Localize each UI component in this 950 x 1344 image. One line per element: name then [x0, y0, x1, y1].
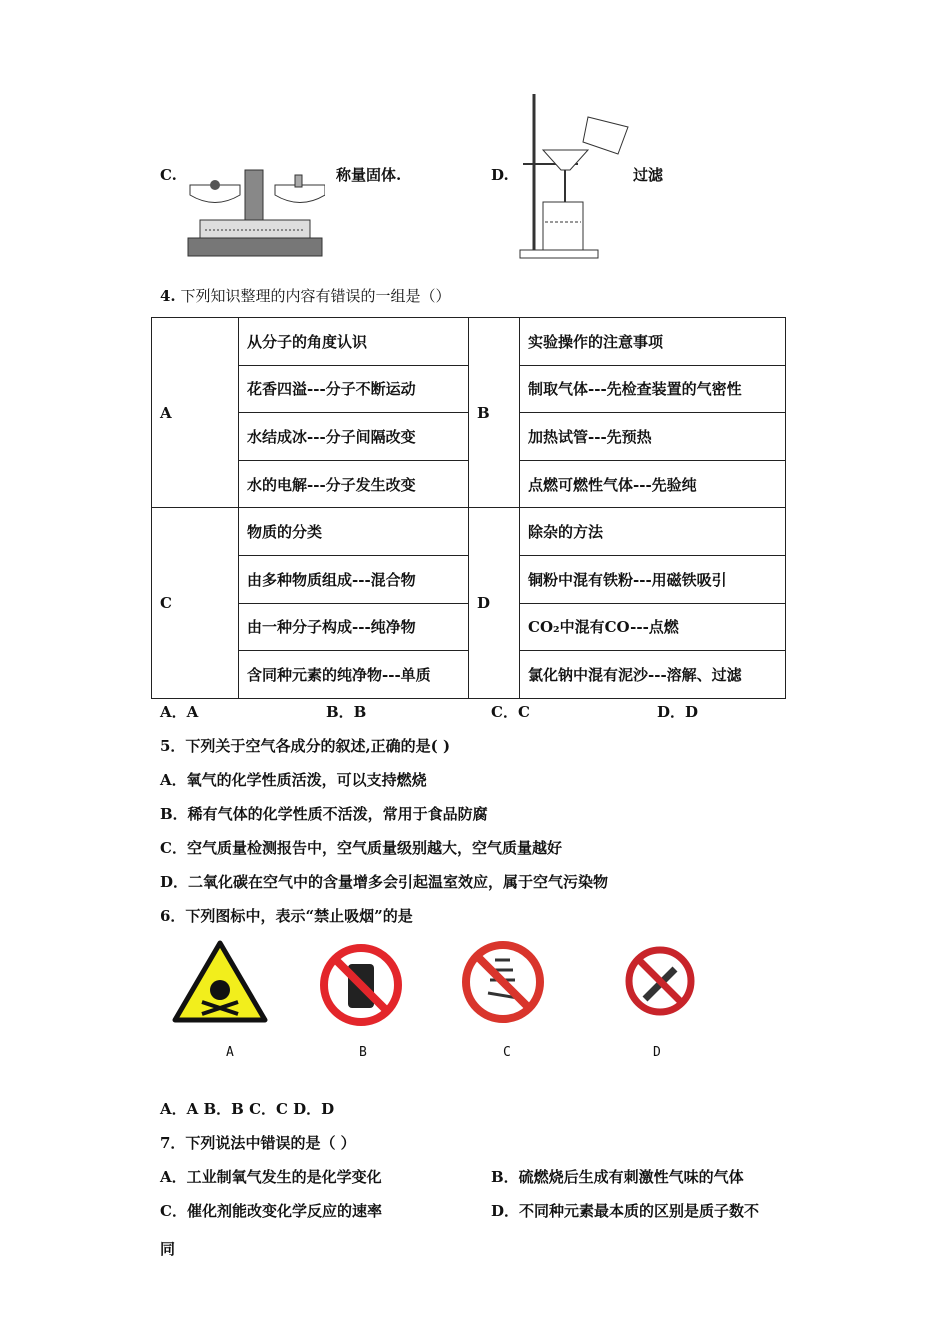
table-cell: 花香四溢---分子不断运动 — [239, 365, 469, 413]
table-cell: 点燃可燃性气体---先验纯 — [520, 460, 786, 508]
icon-label-c: C — [503, 1045, 511, 1060]
no-explosives-icon — [318, 942, 404, 1028]
option-c-label: C. — [160, 166, 177, 184]
table-cell: 水结成冰---分子间隔改变 — [239, 413, 469, 461]
knowledge-table — [151, 317, 786, 699]
question-4-stem: 4. 下列知识整理的内容有错误的一组是（） — [160, 287, 451, 305]
table-cell: 由一种分子构成---纯净物 — [239, 603, 469, 651]
question-6-stem: 6．下列图标中，表示“禁止吸烟”的是 — [160, 907, 413, 925]
option-d-label: D. — [491, 166, 509, 184]
table-cell: 物质的分类 — [239, 508, 469, 556]
q6-options[interactable]: A．A B．B C．C D．D — [160, 1100, 335, 1118]
option-c-text: 称量固体. — [336, 166, 402, 184]
q4-option-d[interactable]: D．D — [657, 703, 699, 721]
group-c-label: C — [152, 508, 239, 698]
table-cell: 实验操作的注意事项 — [520, 318, 786, 366]
no-fireworks-icon — [460, 938, 546, 1026]
q5-option-d[interactable]: D．二氧化碳在空气中的含量增多会引起温室效应，属于空气污染物 — [160, 873, 609, 891]
icon-label-b: B — [359, 1045, 367, 1060]
q7-option-c[interactable]: C．催化剂能改变化学反应的速率 — [160, 1202, 382, 1220]
balance-illustration — [185, 165, 325, 260]
group-a-label: A — [152, 318, 239, 508]
q7-option-a[interactable]: A．工业制氧气发生的是化学变化 — [160, 1168, 382, 1186]
q5-option-a[interactable]: A．氧气的化学性质活泼，可以支持燃烧 — [160, 771, 427, 789]
table-cell: 氯化钠中混有泥沙---溶解、过滤 — [520, 651, 786, 699]
q7-option-d[interactable]: D．不同种元素最本质的区别是质子数不 — [491, 1202, 760, 1220]
question-5-stem: 5．下列关于空气各成分的叙述,正确的是( ) — [160, 737, 451, 755]
table-cell: 由多种物质组成---混合物 — [239, 555, 469, 603]
table-cell: CO₂中混有CO---点燃 — [520, 603, 786, 651]
table-cell: 从分子的角度认识 — [239, 318, 469, 366]
table-cell: 加热试管---先预热 — [520, 413, 786, 461]
table-cell: 制取气体---先检查装置的气密性 — [520, 365, 786, 413]
q5-option-b[interactable]: B．稀有气体的化学性质不活泼，常用于食品防腐 — [160, 805, 488, 823]
q4-option-b[interactable]: B．B — [326, 703, 367, 721]
filtration-illustration — [518, 92, 633, 260]
table-cell: 除杂的方法 — [520, 508, 786, 556]
group-b-label: B — [469, 318, 520, 508]
option-d-text: 过滤 — [633, 166, 664, 184]
table-cell: 含同种元素的纯净物---单质 — [239, 651, 469, 699]
group-d-label: D — [469, 508, 520, 698]
icon-label-d: D — [653, 1045, 661, 1060]
no-smoking-icon — [620, 944, 700, 1019]
table-cell: 铜粉中混有铁粉---用磁铁吸引 — [520, 555, 786, 603]
q5-option-c[interactable]: C．空气质量检测报告中，空气质量级别越大，空气质量越好 — [160, 839, 562, 857]
question-7-stem: 7．下列说法中错误的是（ ） — [160, 1134, 356, 1152]
q4-option-a[interactable]: A．A — [160, 703, 199, 721]
icon-label-a: A — [226, 1045, 234, 1060]
q7-option-d-continued: 同 — [160, 1240, 176, 1258]
q7-option-b[interactable]: B．硫燃烧后生成有刺激性气味的气体 — [491, 1168, 744, 1186]
q4-option-c[interactable]: C．C — [491, 703, 530, 721]
table-cell: 水的电解---分子发生改变 — [239, 460, 469, 508]
poison-warning-icon — [172, 940, 268, 1025]
